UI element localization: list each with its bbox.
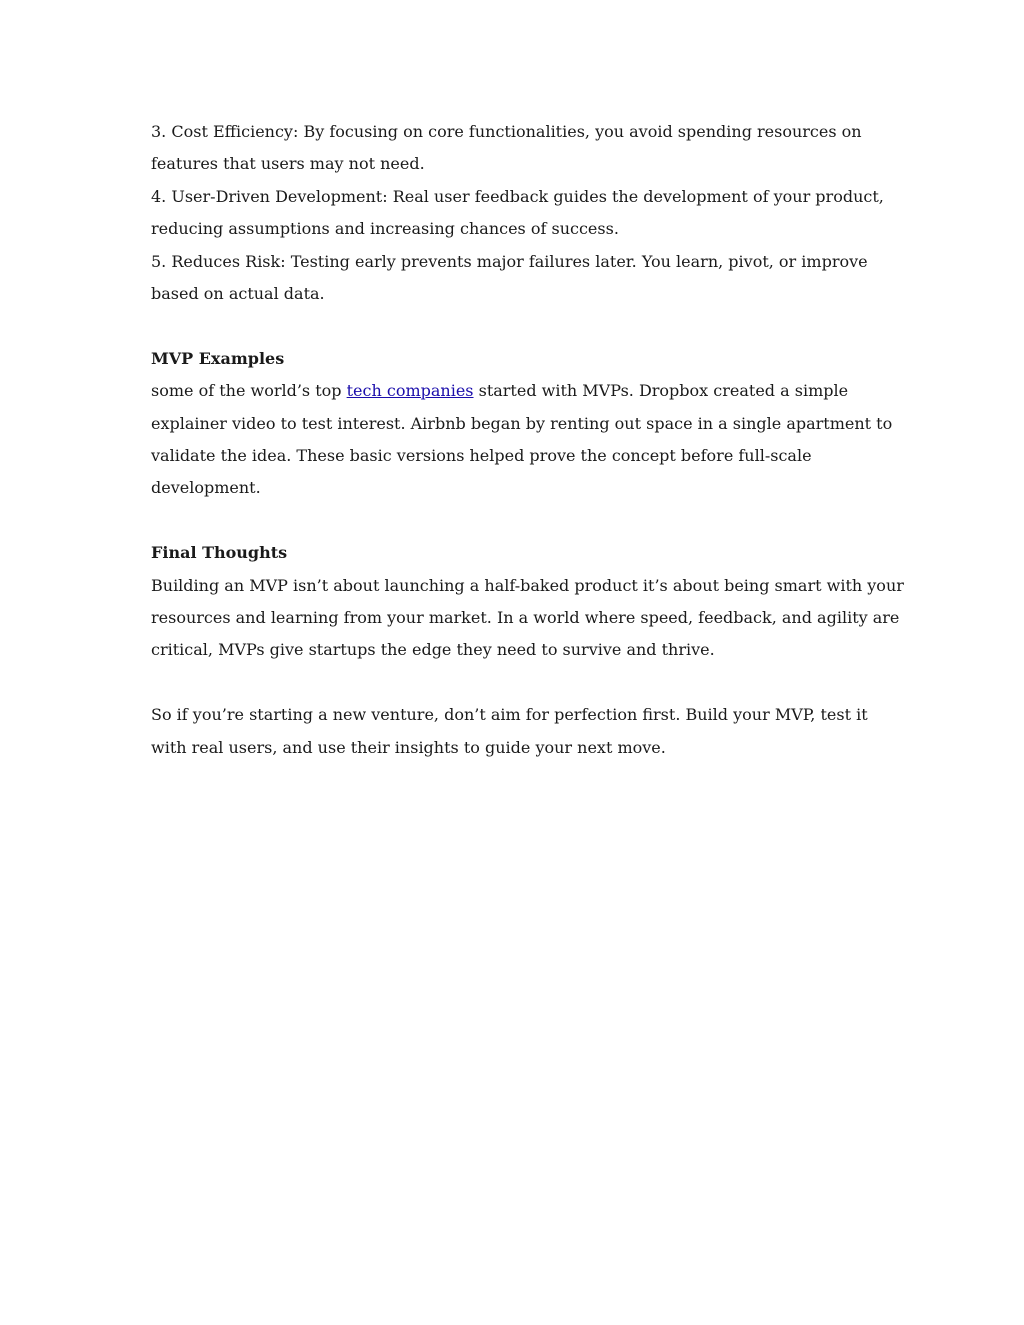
list-item-line: features that users may not need. [151,154,425,174]
mvp-examples-line: development. [151,478,261,498]
final-thoughts-line: with real users, and use their insights to guide your next move. [151,737,666,757]
list-item-line: 4. User-Driven Development: Real user feedback guides the development of your product, [151,186,884,206]
final-thoughts-heading: Final Thoughts [151,543,288,563]
final-thoughts-line: critical, MVPs give startups the edge they need to survive and thrive. [151,640,715,660]
final-thoughts-line: Building an MVP isn’t about launching a half-baked product it’s about being smart with your [151,575,904,595]
list-item-cost-efficiency [151,116,881,181]
list-item-user-driven-development [151,181,884,246]
final-thoughts-line: resources and learning from your market. In a world where speed, feedback, and agility are [151,608,900,628]
mvp-examples-heading: MVP Examples [151,348,285,368]
list-item-line: 5. Reduces Risk: Testing early prevents major failures later. You learn, pivot, or improve [151,251,868,271]
mvp-examples-section [151,343,893,505]
paragraph-spacer [151,310,881,342]
document-page [151,116,904,764]
paragraph-spacer [151,667,881,699]
list-item-line: based on actual data. [151,284,325,304]
benefits-list [151,116,884,310]
mvp-examples-text: started with MVPs. Dropbox created a simple [473,381,849,401]
final-thoughts-section [151,537,904,764]
mvp-examples-line: explainer video to test interest. Airbnb began by renting out space in a single apartment to [151,413,893,433]
mvp-examples-line: validate the idea. These basic versions helped prove the concept before full-scale [151,446,812,466]
final-thoughts-line: So if you’re starting a new venture, don’t aim for perfection first. Build your MVP, test it [151,705,868,725]
list-item-line: 3. Cost Efficiency: By focusing on core functionalities, you avoid spending resources on [151,122,862,141]
tech-companies-link[interactable]: tech companies [346,381,474,401]
mvp-examples-line [151,375,881,407]
list-item-line: reducing assumptions and increasing chances of success. [151,219,619,239]
list-item-reduces-risk [151,246,881,311]
paragraph-spacer [151,505,881,537]
mvp-examples-text: some of the world’s top [151,381,347,401]
